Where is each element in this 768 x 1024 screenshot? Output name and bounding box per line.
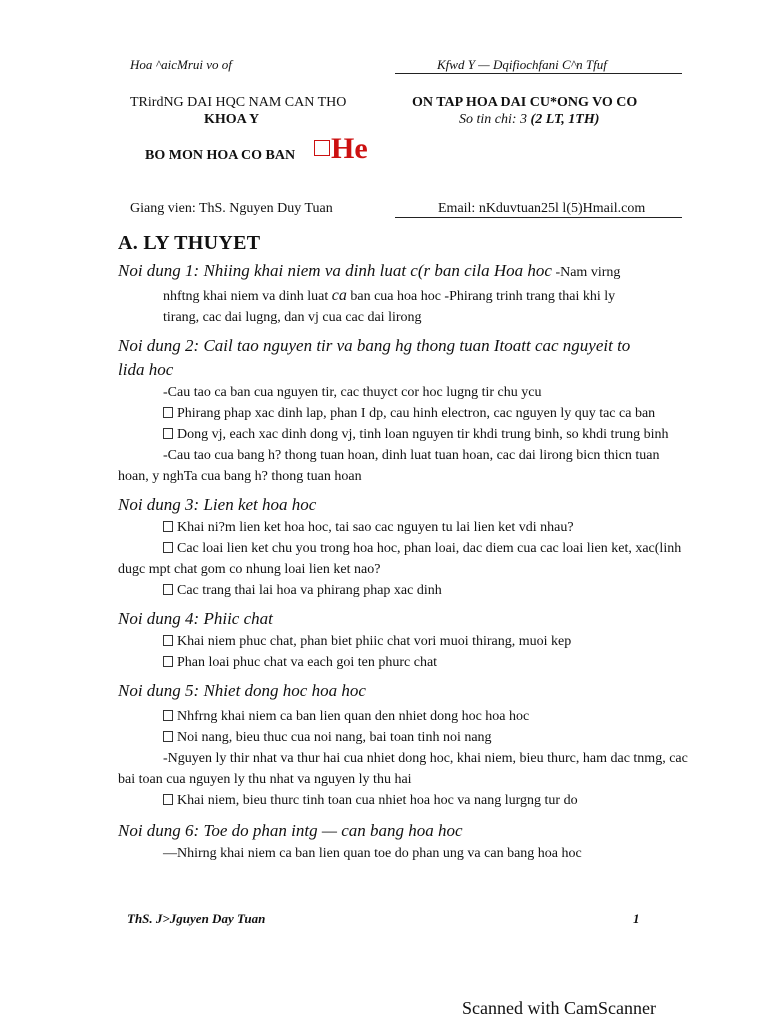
header-right-note: Kfwd Y — Dqifiochfani C^n Tfuf [437, 57, 607, 72]
list-item: -Cau tao ca ban cua nguyen tir, cac thuyct cor hoc lugng tir chu ycu [163, 385, 542, 400]
list-item: —Nhirng khai niem ca ban lien quan toe do phan ung va can bang hoa hoc [163, 846, 582, 861]
lecturer-email: Email: nKduvtuan25l l(5)Hmail.com [438, 201, 646, 216]
faculty-name: KHOA Y [204, 112, 260, 127]
topic-2-heading: Noi dung 2: Cail tao nguyen tir va bang hg thong tuan Itoatt cac nguyeit to lida hoc [118, 336, 631, 379]
bullet-box-icon [163, 428, 173, 439]
bullet-box-icon [163, 521, 173, 532]
topic-6-heading: Noi dung 6: Toe do phan intg — can bang hoa hoc [118, 821, 463, 840]
list-item: -Cau tao cua bang h? thong tuan hoan, dinh luat tuan hoan, cac dai lirong bicn thicn tuan hoan, y nghTa cua bang h? thong tuan hoan [118, 448, 660, 484]
topic-3-heading: Noi dung 3: Lien ket hoa hoc [118, 495, 317, 514]
page-number: 1 [633, 911, 640, 926]
bullet-box-icon [163, 656, 173, 667]
footer-author: ThS. J>Jguyen Day Tuan [127, 911, 266, 926]
lecturer-name: Giang vien: ThS. Nguyen Duy Tuan [130, 201, 333, 216]
topic-1-text: nhftng khai niem va dinh luat ca ban cua hoa hoc -Phirang trinh trang thai khi ly tirang, cac dai lugng, dan vj cua cac dai lirong [163, 287, 616, 325]
course-credits: So tin chi: 3 (2 LT, 1TH) [459, 112, 600, 127]
list-item: Nhfrng khai niem ca ban lien quan den nhiet dong hoc hoa hoc [118, 706, 690, 727]
list-item: Phirang phap xac dinh lap, phan I dp, cau hinh electron, cac nguyen ly quy tac ca ban [118, 403, 690, 424]
logo-box-icon [314, 140, 330, 156]
bullet-box-icon [163, 710, 173, 721]
topic-4-heading: Noi dung 4: Phiic chat [118, 609, 273, 628]
bullet-box-icon [163, 635, 173, 646]
bullet-box-icon [163, 407, 173, 418]
list-item: Khai niem, bieu thurc tinh toan cua nhiet hoa hoc va nang lurgng tur do [118, 790, 690, 811]
header-left-note: Hoa ^aicMrui vo of [130, 57, 232, 72]
bullet-box-icon [163, 584, 173, 595]
list-item: Dong vj, each xac dinh dong vj, tinh loan nguyen tir khdi trung binh, so khdi trung binh [118, 424, 690, 445]
list-item: Noi nang, bieu thuc cua noi nang, bai toan tinh noi nang [118, 727, 690, 748]
header-rule-bottom [395, 217, 682, 218]
list-item: Cac loai lien ket chu you trong hoa hoc, phan loai, dac diem cua cac loai lien ket, xac(linh dugc mpt chat gom co nhung loai lien ket nao? [118, 541, 682, 577]
bullet-box-icon [163, 542, 173, 553]
header-rule-top [395, 73, 682, 74]
bullet-box-icon [163, 794, 173, 805]
list-item: Cac trang thai lai hoa va phirang phap xac dinh [118, 580, 690, 601]
scanner-watermark: Scanned with CamScanner [462, 998, 656, 1018]
topic-5-heading: Noi dung 5: Nhiet dong hoc hoa hoc [118, 681, 366, 700]
list-item: Khai ni?m lien ket hoa hoc, tai sao cac nguyen tu lai lien ket vdi nhau? [118, 517, 690, 538]
document-body [118, 256, 690, 864]
section-title: A. LY THUYET [118, 232, 261, 254]
topic-1-heading: Noi dung 1: Nhiing khai niem va dinh luat c(r ban cila Hoa hoc -Nam virng [118, 261, 621, 280]
list-item: Phan loai phuc chat va each goi ten phurc chat [118, 652, 690, 673]
bullet-box-icon [163, 731, 173, 742]
course-title: ON TAP HOA DAI CU*ONG VO CO [412, 95, 638, 110]
list-item: Khai niem phuc chat, phan biet phiic chat vori muoi thirang, muoi kep [118, 631, 690, 652]
department-logo: He [314, 132, 368, 166]
university-name: TRirdNG DAI HQC NAM CAN THO [130, 95, 347, 110]
department-name: BO MON HOA CO BAN [145, 148, 296, 163]
list-item: -Nguyen ly thir nhat va thur hai cua nhiet dong hoc, khai niem, bieu thurc, ham dac tnmg, cac bai toan cua nguyen ly thu nhat va nguyen ly thu hai [118, 751, 688, 787]
